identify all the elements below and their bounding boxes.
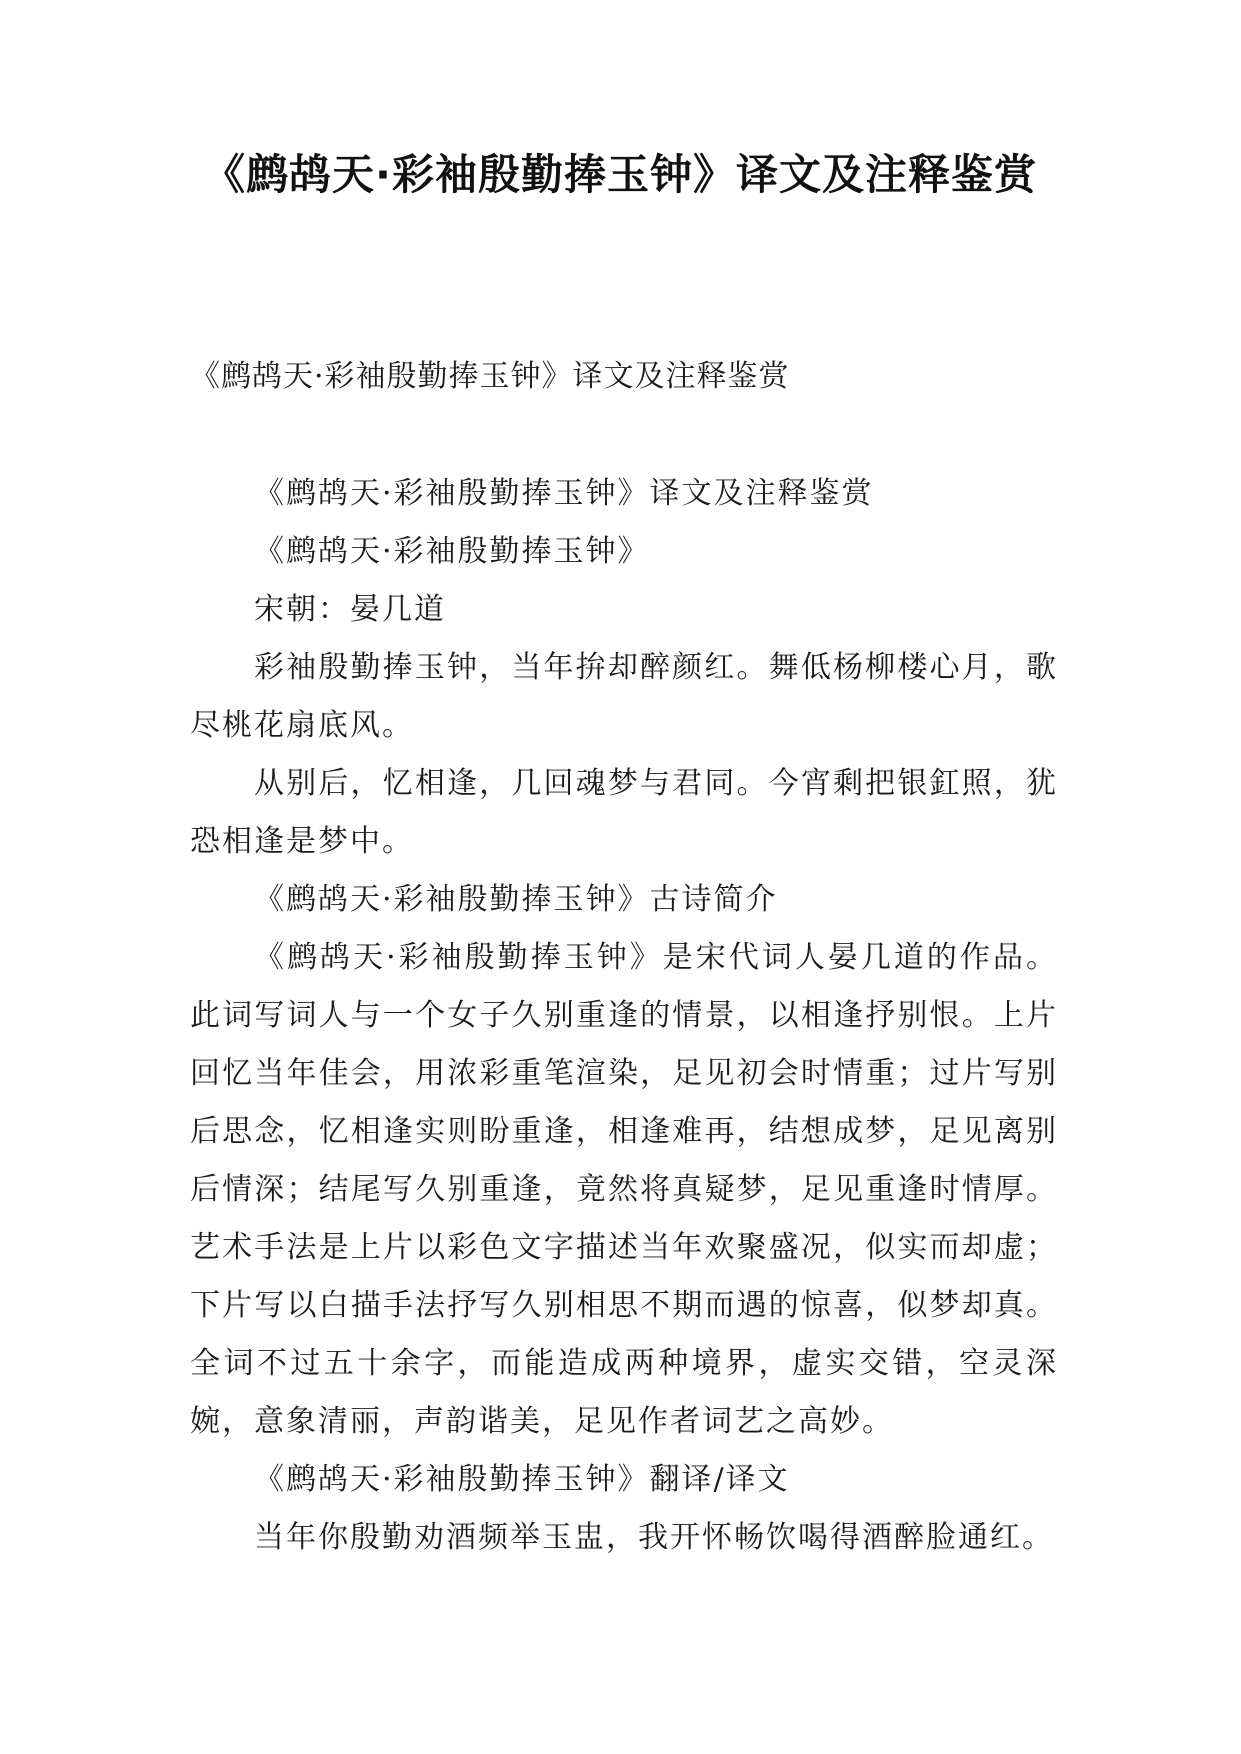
paragraph-heading: 《鹧鸪天·彩袖殷勤捧玉钟》译文及注释鉴赏 — [254, 476, 874, 511]
poem-title: 《鹧鸪天·彩袖殷勤捧玉钟》 — [254, 534, 650, 569]
poem-stanza-2: 从别后，忆相逢，几回魂梦与君同。今宵剩把银釭照，犹恐相逢是梦中。 — [190, 766, 1058, 859]
section-heading-translation: 《鹧鸪天·彩袖殷勤捧玉钟》翻译/译文 — [254, 1462, 790, 1497]
poem-author: 宋朝：晏几道 — [254, 592, 446, 627]
poem-stanza-1: 彩袖殷勤捧玉钟，当年拚却醉颜红。舞低杨柳楼心月，歌尽桃花扇底风。 — [190, 650, 1058, 743]
document-subtitle: 《鹧鸪天·彩袖殷勤捧玉钟》译文及注释鉴赏 — [190, 359, 790, 394]
section-heading-intro: 《鹧鸪天·彩袖殷勤捧玉钟》古诗简介 — [254, 882, 778, 917]
document-title: 《鹧鸪天·彩袖殷勤捧玉钟》译文及注释鉴赏 — [203, 150, 1037, 199]
intro-paragraph: 《鹧鸪天·彩袖殷勤捧玉钟》是宋代词人晏几道的作品。此词写词人与一个女子久别重逢的情景，以相逢抒别恨。上片回忆当年佳会，用浓彩重笔渲染，足见初会时情重；过片写别后思念，忆相逢实则盼重逢，相逢难再，结想成梦，足见离别后情深；结尾写久别重逢，竟然将真疑梦，足见重逢时情厚。艺术手法是上片以彩色文字描述当年欢聚盛况，似实而却虚；下片写以白描手法抒写久别相思不期而遇的惊喜，似梦却真。全词不过五十余字，而能造成两种境界，虚实交错，空灵深婉，意象清丽，声韵谐美，足见作者词艺之高妙。 — [190, 940, 1058, 1439]
translation-paragraph: 当年你殷勤劝酒频举玉盅，我开怀畅饮喝得酒醉脸通红。 — [254, 1520, 1054, 1555]
document-body — [190, 465, 1058, 1567]
